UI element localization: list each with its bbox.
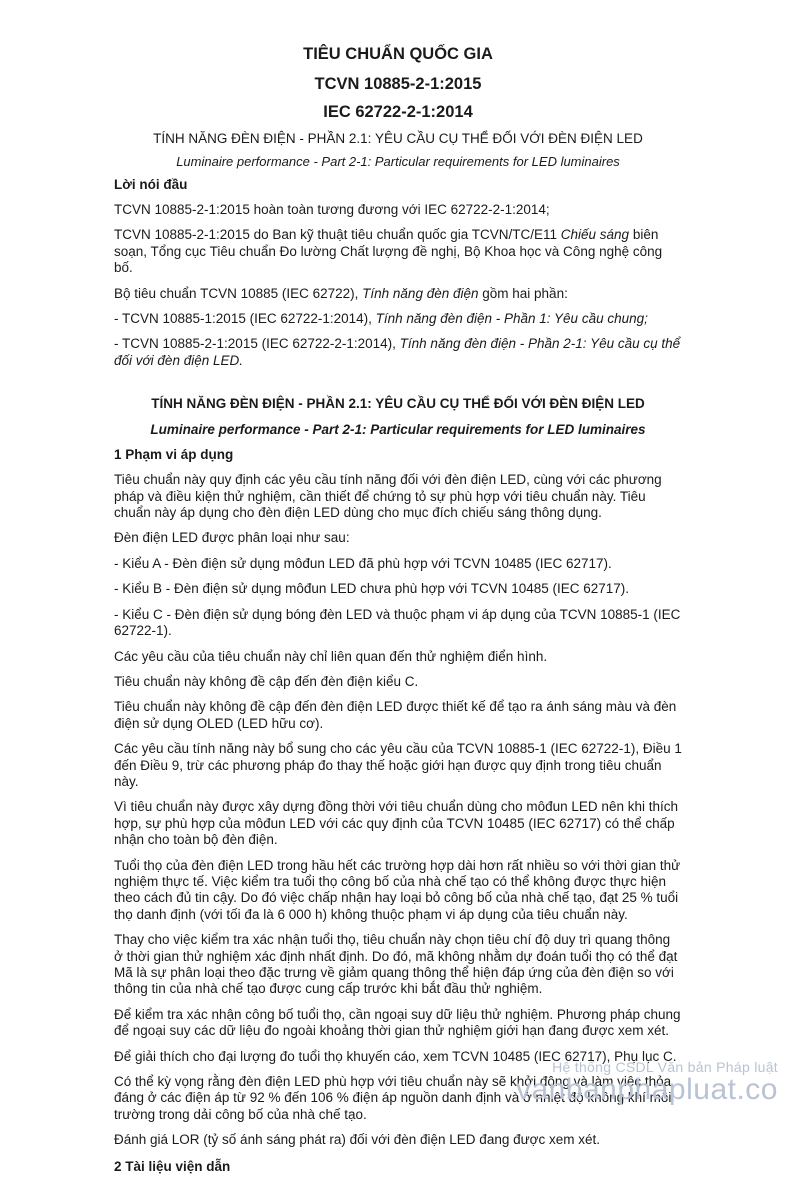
document-subtitle: TÍNH NĂNG ĐÈN ĐIỆN - PHẦN 2.1: YÊU CẦU CỤ THỂ ĐỐI VỚI ĐÈN ĐIỆN LED <box>153 131 643 146</box>
body-paragraph: Tiêu chuẩn này không đề cập đến đèn điện LED được thiết kế để tạo ra ánh sáng màu và đèn điện sử dụng OLED (LED hữu cơ). <box>114 699 677 731</box>
foreword-heading: Lời nói đầu <box>114 177 188 192</box>
body-paragraph: Tiêu chuẩn này không đề cập đến đèn điện kiểu C. <box>114 673 419 689</box>
watermark-caption: Hệ thống CSDL Văn bản Pháp luật <box>552 1059 778 1075</box>
body-paragraph: Có thể kỳ vọng rằng đèn điện LED phù hợp với tiêu chuẩn này sẽ khởi động và làm việc thỏa đáng ở các điện áp từ 92 % đến 106 % điện áp nguồn danh định và ở nhiệt độ không khí môi trường trong dải công bố của nhà chế tạo. <box>114 1074 672 1122</box>
body-paragraph: Vì tiêu chuẩn này được xây dựng đồng thời với tiêu chuẩn dùng cho môđun LED nên khi thích hợp, sự phù hợp của môđun LED với các quy định của TCVN 10485 (IEC 62717) có thể chấp nhận cho toàn bộ đèn điện. <box>114 799 678 848</box>
body-paragraph: Tuổi thọ của đèn điện LED trong hầu hết các trường hợp dài hơn rất nhiều so với thời gian thử nghiệm thực tế. Việc kiểm tra tuổi thọ công bố của nhà chế tạo có thể không được thực hiện theo cách đủ tin cậy. Do đó việc chấp nhận hay loại bỏ công bố của nhà chế tạo, đạt 25 % tuổi thọ danh định (với tối đa là 6 000 h) không thuộc phạm vi áp dụng của tiêu chuẩn này. <box>114 857 681 922</box>
foreword-paragraph: - TCVN 10885-1:2015 (IEC 62722-1:2014), Tính năng đèn điện - Phần 1: Yêu cầu chung; <box>114 311 648 327</box>
body-paragraph: - Kiểu A - Đèn điện sử dụng môđun LED đã phù hợp với TCVN 10485 (IEC 62717). <box>114 555 612 571</box>
body-title: TÍNH NĂNG ĐÈN ĐIỆN - PHẦN 2.1: YÊU CẦU CỤ THỂ ĐỐI VỚI ĐÈN ĐIỆN LED <box>151 396 645 412</box>
body-title-en: Luminaire performance - Part 2-1: Particular requirements for LED luminaires <box>150 422 646 438</box>
watermark-site: vanbanphapluat.co <box>515 1073 778 1106</box>
body-paragraph: Để giải thích cho đại lượng đo tuổi thọ khuyến cáo, xem TCVN 10485 (IEC 62717), Phụ lục C. <box>114 1048 677 1064</box>
body-paragraph: Tiêu chuẩn này quy định các yêu cầu tính năng đối với đèn điện LED, cùng với các phương pháp và điều kiện thử nghiệm, cần thiết để chứng tỏ sự phù hợp với tiêu chuẩn này. Tiêu chuẩn này áp dụng cho đèn điện LED dùng cho mục đích chiếu sáng thông dụng. <box>114 472 662 521</box>
standard-number: TCVN 10885-2-1:2015 <box>314 75 482 93</box>
foreword-paragraph: TCVN 10885-2-1:2015 hoàn toàn tương đương với IEC 62722-2-1:2014; <box>114 202 550 217</box>
section-heading: 2 Tài liệu viện dẫn <box>114 1158 231 1174</box>
section-heading: 1 Phạm vi áp dụng <box>114 447 234 463</box>
watermark <box>516 1059 778 1105</box>
body-paragraph: - Kiểu B - Đèn điện sử dụng môđun LED chưa phù hợp với TCVN 10485 (IEC 62717). <box>114 581 630 597</box>
body-paragraph: Đèn điện LED được phân loại như sau: <box>114 530 350 546</box>
foreword-paragraph: Bộ tiêu chuẩn TCVN 10885 (IEC 62722), Tính năng đèn điện gồm hai phần: <box>114 285 568 301</box>
document-subtitle-en: Luminaire performance - Part 2-1: Particular requirements for LED luminaires <box>176 154 620 169</box>
body-paragraph: Các yêu cầu tính năng này bổ sung cho các yêu cầu của TCVN 10885-1 (IEC 62722-1), Điều 1 đến Điều 9, trừ các phương pháp đo thay thế hoặc giới hạn được quy định trong tiêu chuẩn này. <box>114 741 682 789</box>
document-title: TIÊU CHUẨN QUỐC GIA <box>303 45 493 63</box>
foreword-paragraph: TCVN 10885-2-1:2015 do Ban kỹ thuật tiêu chuẩn quốc gia TCVN/TC/E11 Chiếu sáng biên soạn, Tổng cục Tiêu chuẩn Đo lường Chất lượng đề nghị, Bộ Khoa học và Công nghệ công bố. <box>114 227 663 276</box>
body-paragraph: Các yêu cầu của tiêu chuẩn này chỉ liên quan đến thử nghiệm điển hình. <box>114 648 548 664</box>
document-content <box>114 44 682 1184</box>
body-paragraph: Thay cho việc kiểm tra xác nhận tuổi thọ, tiêu chuẩn này chọn tiêu chí độ duy trì quang thông ở thời gian thử nghiệm xác định nhất định. Do đó, mã không nhằm dự đoán tuổi thọ có thể đạt Mã là sự phân loại theo đặc trưng về giảm quang thông thể hiện đáp ứng của đèn điện so với thông tin của nhà chế tạo được cung cấp trước khi bắt đầu thử nghiệm. <box>114 932 678 997</box>
iec-number: IEC 62722-2-1:2014 <box>323 103 473 121</box>
body-paragraph: Để kiểm tra xác nhận công bố tuổi thọ, cần ngoại suy dữ liệu thử nghiệm. Phương pháp chung để ngoại suy các dữ liệu đo ngoài khoảng thời gian thử nghiệm giới hạn đang được xem xét. <box>114 1006 681 1039</box>
body-paragraph: - Kiểu C - Đèn điện sử dụng bóng đèn LED và thuộc phạm vi áp dụng của TCVN 10885-1 (IEC 62722-1). <box>114 606 681 639</box>
body-paragraph: Đánh giá LOR (tỷ số ánh sáng phát ra) đối với đèn điện LED đang được xem xét. <box>114 1132 601 1148</box>
foreword-paragraph: - TCVN 10885-2-1:2015 (IEC 62722-2-1:2014), Tính năng đèn điện - Phần 2-1: Yêu cầu cụ thể đối với đèn điện LED. <box>114 336 681 368</box>
